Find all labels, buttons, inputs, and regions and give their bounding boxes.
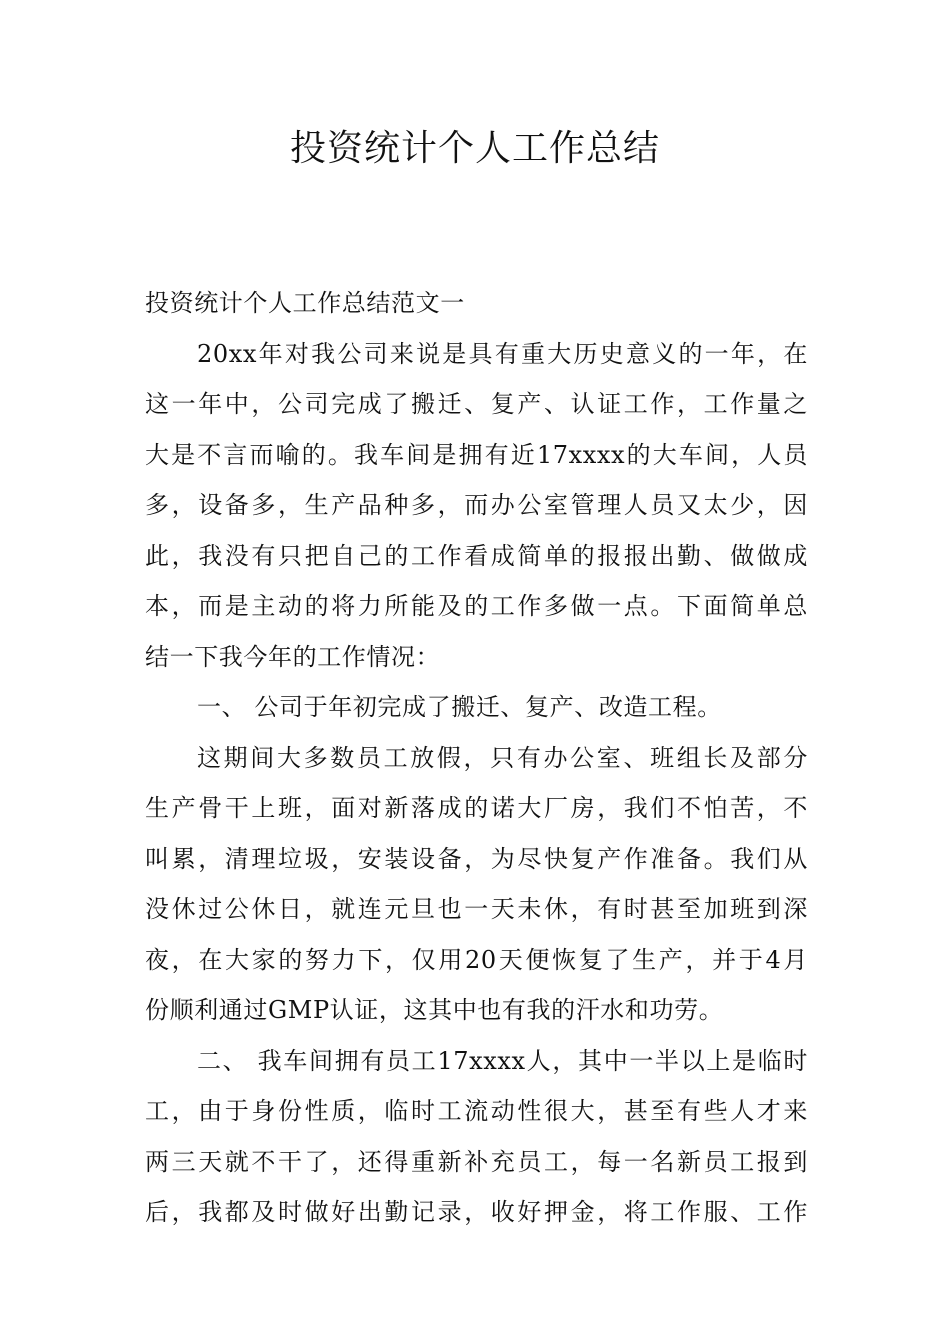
paragraph-line: 两三天就不干了，还得重新补充员工，每一名新员工报到 [145,1147,808,1176]
paragraph-line: 这期间大多数员工放假，只有办公室、班组长及部分 [197,743,808,772]
paragraph-line: 这一年中，公司完成了搬迁、复产、认证工作，工作量之 [145,390,808,418]
paragraph-line: 夜，在大家的努力下，仅用20天便恢复了生产，并于4月 [145,945,808,974]
document-title: 投资统计个人工作总结 [289,128,660,169]
paragraph-line: 工，由于身份性质，临时工流动性很大，甚至有些人才来 [145,1097,808,1125]
paragraph-line: 份顺利通过GMP认证，这其中也有我的汗水和功劳。 [145,996,724,1024]
section-subtitle: 投资统计个人工作总结范文一 [145,289,465,317]
section-heading: 一、 公司于年初完成了搬迁、复产、改造工程。 [197,693,722,721]
paragraph-line: 大是不言而喻的。我车间是拥有近17xxxx的大车间，人员 [145,440,808,469]
paragraph-line: 后，我都及时做好出勤记录，收好押金，将工作服、工作 [145,1198,808,1226]
paragraph-line: 生产骨干上班，面对新落成的诺大厂房，我们不怕苦，不 [145,794,808,822]
paragraph-line: 本，而是主动的将力所能及的工作多做一点。下面简单总 [145,592,808,620]
paragraph-line: 叫累，清理垃圾，安装设备，为尽快复产作准备。我们从 [145,844,808,873]
paragraph-line: 20xx年对我公司来说是具有重大历史意义的一年，在 [197,339,808,368]
section-heading: 二、 我车间拥有员工17xxxx人，其中一半以上是临时 [197,1046,808,1075]
document-body [145,278,808,1238]
paragraph-line: 多，设备多，生产品种多，而办公室管理人员又太少，因 [145,491,808,519]
paragraph-line: 结一下我今年的工作情况： [145,642,441,671]
paragraph-line: 没休过公休日，就连元旦也一天未休，有时甚至加班到深 [145,895,808,923]
paragraph-line: 此，我没有只把自己的工作看成简单的报报出勤、做做成 [145,541,808,570]
